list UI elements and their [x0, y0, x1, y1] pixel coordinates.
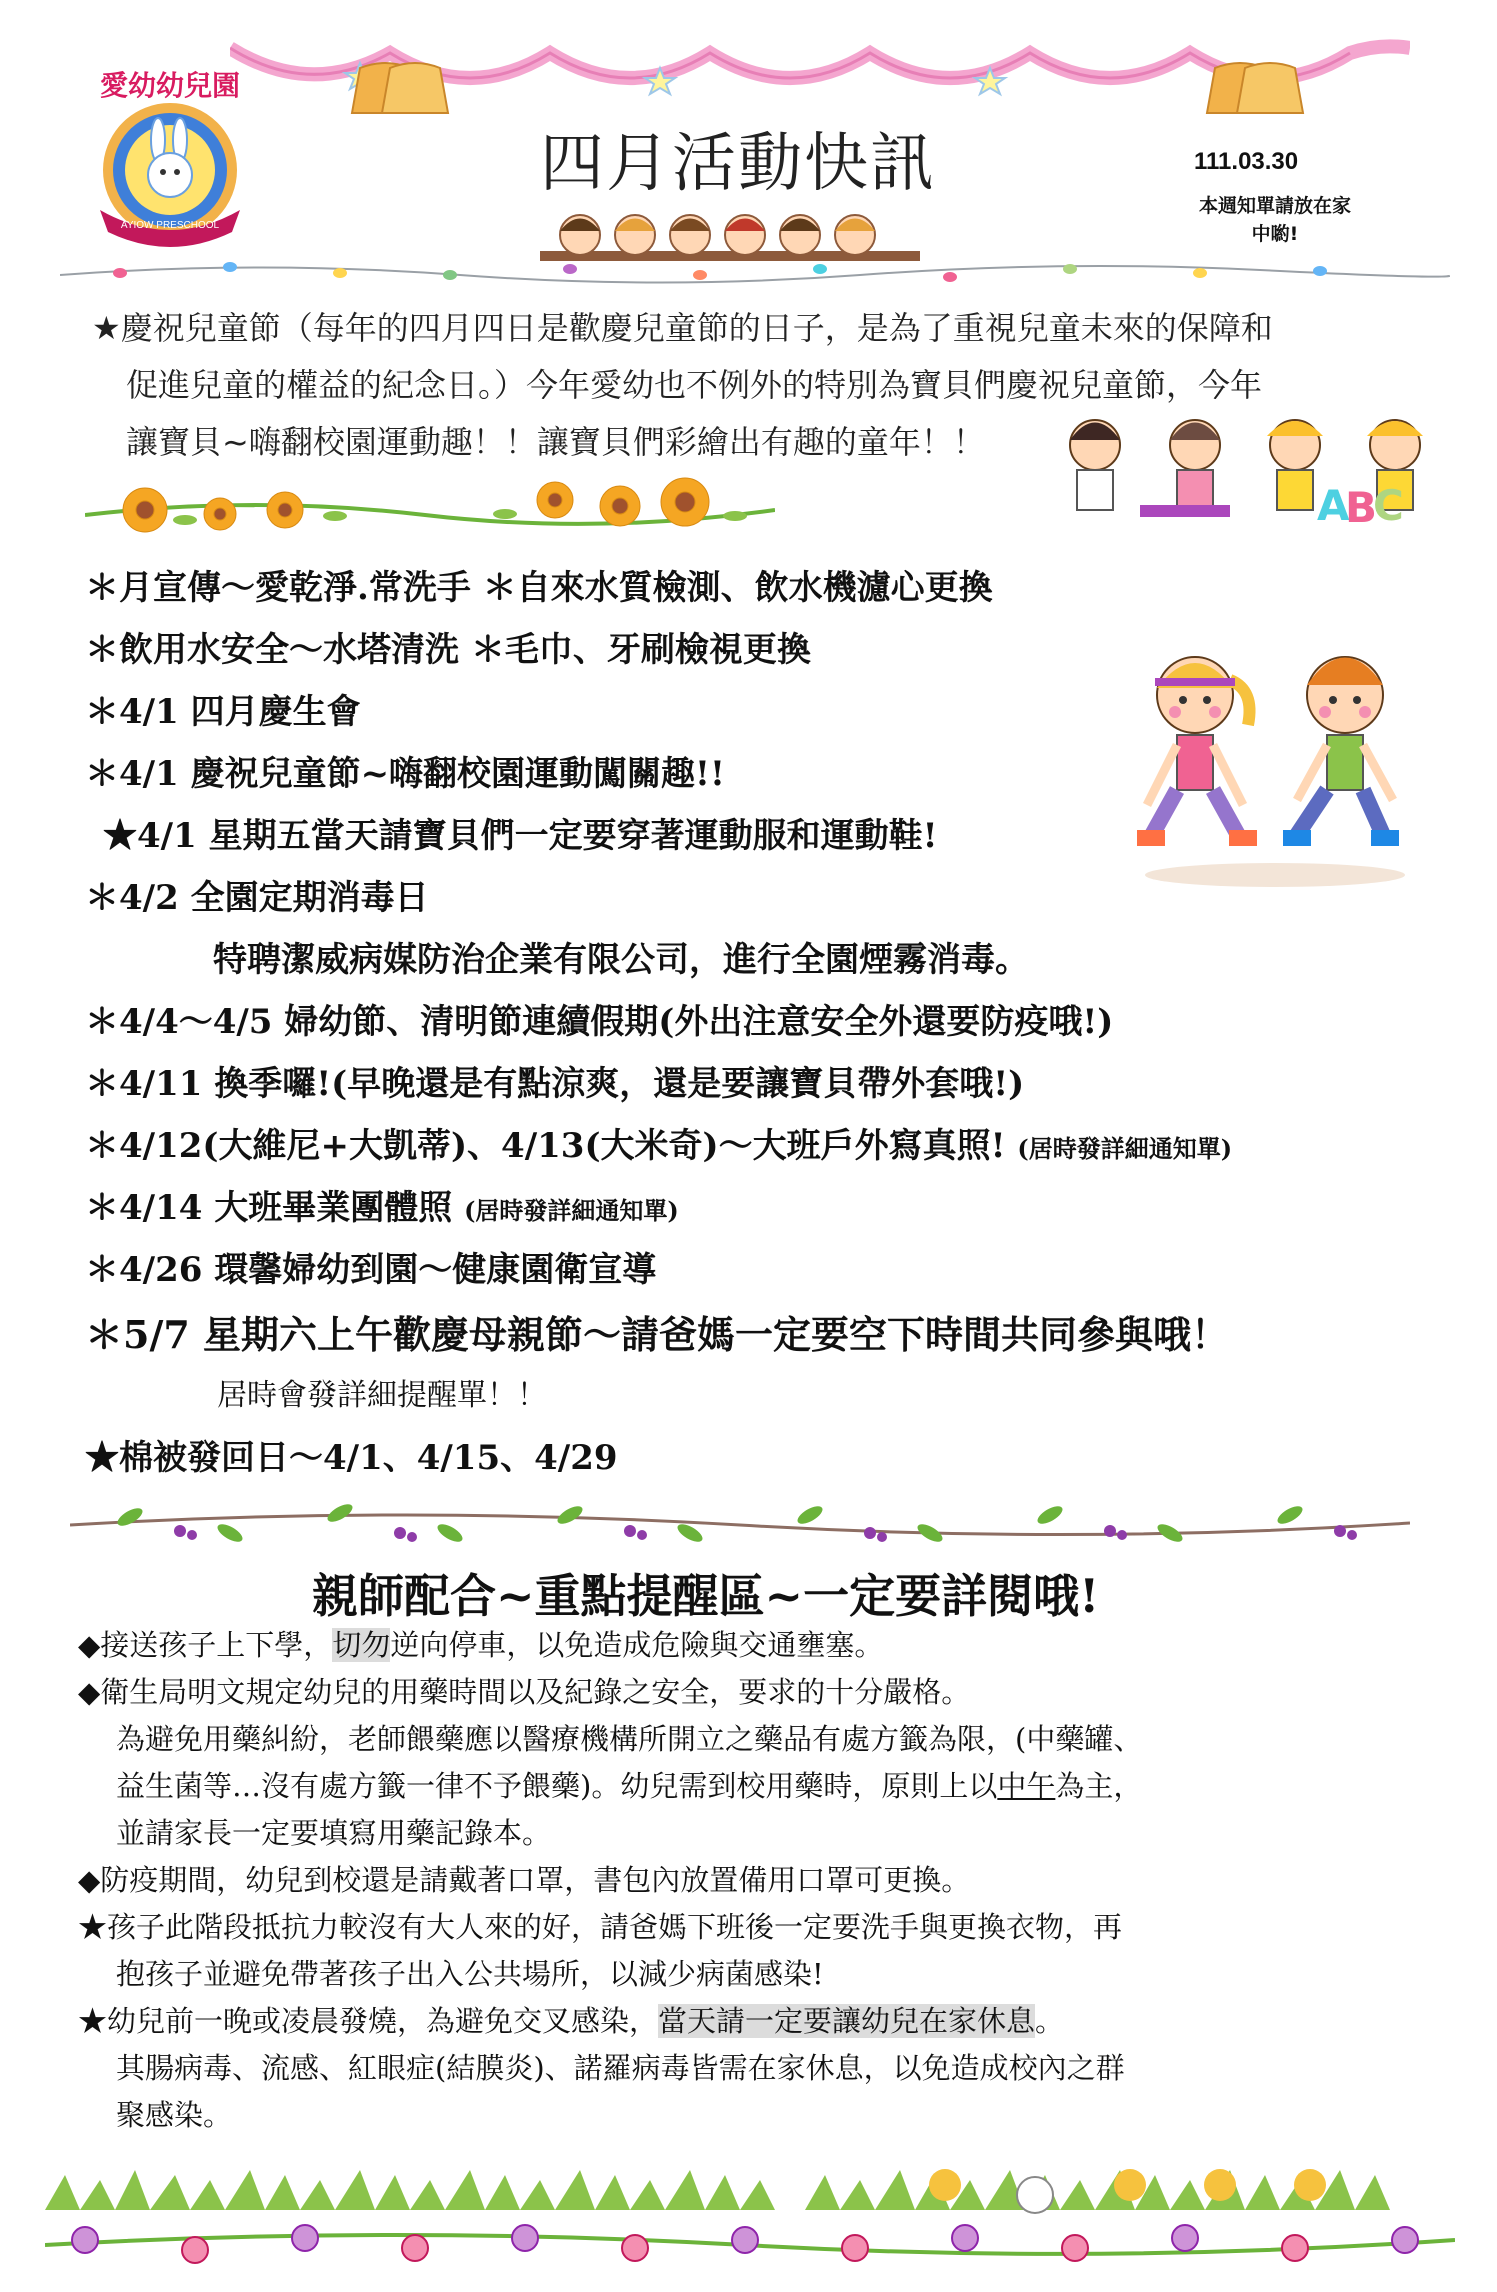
exercising-kids-illustration — [1125, 640, 1425, 890]
reminder-line: ◆接送孩子上下學，切勿逆向停車，以免造成危險與交通壅塞。 — [78, 1628, 884, 1662]
event-item: ＊飲用水安全～水塔清洗 ＊毛巾、牙刷檢視更換 — [85, 630, 811, 670]
parent-reminders — [78, 1622, 1408, 2139]
sunflower-vine-decoration — [85, 470, 775, 545]
event-item: ＊5/7 星期六上午歡慶母親節～請爸媽一定要空下時間共同參與哦！ — [85, 1312, 1229, 1357]
underlined-text: 中午 — [997, 1769, 1056, 1803]
bell-icon — [352, 63, 448, 113]
intro-line: 讓寶貝~嗨翻校園運動趣！！讓寶貝們彩繪出有趣的童年！！ — [126, 423, 985, 461]
reminder-line: 並請家長一定要填寫用藥記錄本。 — [116, 1816, 552, 1850]
event-item: 居時會發詳細提醒單！！ — [217, 1378, 547, 1413]
reminder-line: ★孩子此階段抵抗力較沒有大人來的好，請爸媽下班後一定要洗手與更換衣物，再 — [78, 1910, 1123, 1944]
event-item: ＊4/26 環馨婦幼到園～健康園衛宣導 — [85, 1250, 657, 1290]
reminder-line: ◆衛生局明文規定幼兒的用藥時間以及紀錄之安全，要求的十分嚴格。 — [78, 1675, 971, 1709]
vine-divider — [60, 255, 1450, 290]
event-item: ★4/1 星期五當天請寶貝們一定要穿著運動服和運動鞋! — [103, 816, 938, 856]
page-title: 四月活動快訊 — [540, 127, 936, 201]
event-item: ＊4/11 換季囉!(早晚還是有點涼爽，還是要讓寶貝帶外套哦!) — [85, 1064, 1025, 1104]
reminder-line: 抱孩子並避免帶著孩子出入公共場所，以減少病菌感染! — [116, 1957, 824, 1991]
event-item: 特聘潔威病媒防治企業有限公司，進行全園煙霧消毒。 — [213, 940, 1029, 980]
reminder-line: 益生菌等…沒有處方籤一律不予餵藥)。幼兒需到校用藥時，原則上以中午為主， — [116, 1769, 1143, 1803]
berry-vine-divider — [70, 1495, 1410, 1555]
event-note: (居時發詳細通知單) — [464, 1196, 679, 1225]
bell-icon — [1207, 63, 1303, 113]
event-item: ＊4/2 全園定期消毒日 — [85, 878, 429, 918]
reminder-line: 為避免用藥糾紛，老師餵藥應以醫療機構所開立之藥品有處方籤為限，(中藥罐、 — [116, 1722, 1143, 1756]
school-logo — [70, 60, 260, 250]
highlighted-text: 切勿 — [332, 1628, 391, 1662]
event-item: ＊4/4～4/5 婦幼節、清明節連續假期(外出注意安全外還要防疫哦!) — [85, 1002, 1114, 1042]
highlighted-text: 當天請一定要讓幼兒在家休息 — [658, 2004, 1036, 2038]
event-item: ＊4/1 四月慶生會 — [85, 692, 361, 732]
event-item: ＊4/12(大維尼+大凱蒂)、4/13(大米奇)～大班戶外寫真照! (居時發詳細通知單) — [85, 1126, 1233, 1166]
event-item: ★棉被發回日～4/1、4/15、4/29 — [85, 1438, 618, 1478]
reminder-line: 聚感染。 — [116, 2098, 233, 2132]
keep-at-home-note: 本週知單請放在家 中喲! — [1198, 195, 1351, 245]
grass-flower-border-decoration — [45, 2140, 1455, 2280]
reminder-line: ◆防疫期間，幼兒到校還是請戴著口罩，書包內放置備用口罩可更換。 — [78, 1863, 971, 1897]
event-item: ＊月宣傳～愛乾淨.常洗手 ＊自來水質檢測、飲水機濾心更換 — [85, 568, 993, 608]
reminder-line: 其腸病毒、流感、紅眼症(結膜炎)、諾羅病毒皆需在家休息，以免造成校內之群 — [116, 2051, 1125, 2085]
svg-text:愛幼幼兒園: 愛幼幼兒園 — [99, 69, 241, 102]
svg-text:AYIOW PRESCHOOL: AYIOW PRESCHOOL — [120, 220, 220, 231]
issue-date: 111.03.30 — [1194, 148, 1299, 175]
reminder-line: ★幼兒前一晚或凌晨發燒，為避免交叉感染，當天請一定要讓幼兒在家休息。 — [78, 2004, 1065, 2038]
svg-text:A: A — [1317, 481, 1350, 530]
event-item: ＊4/1 慶祝兒童節~嗨翻校園運動闖關趣!! — [85, 754, 725, 794]
intro-line: ★慶祝兒童節（每年的四月四日是歡慶兒童節的日子，是為了重視兒童未來的保障和 — [92, 309, 1273, 347]
svg-text:C: C — [1373, 481, 1404, 530]
reminders-title: 親師配合~重點提醒區~一定要詳閱哦! — [312, 1569, 1100, 1623]
kids-with-abc-blocks-illustration — [1055, 410, 1435, 530]
svg-text:B: B — [1345, 483, 1378, 530]
intro-line: 促進兒童的權益的紀念日。）今年愛幼也不例外的特別為寶貝們慶祝兒童節，今年 — [126, 366, 1263, 404]
event-item: ＊4/14 大班畢業團體照 (居時發詳細通知單) — [85, 1188, 679, 1228]
event-note: (居時發詳細通知單) — [1017, 1134, 1233, 1163]
